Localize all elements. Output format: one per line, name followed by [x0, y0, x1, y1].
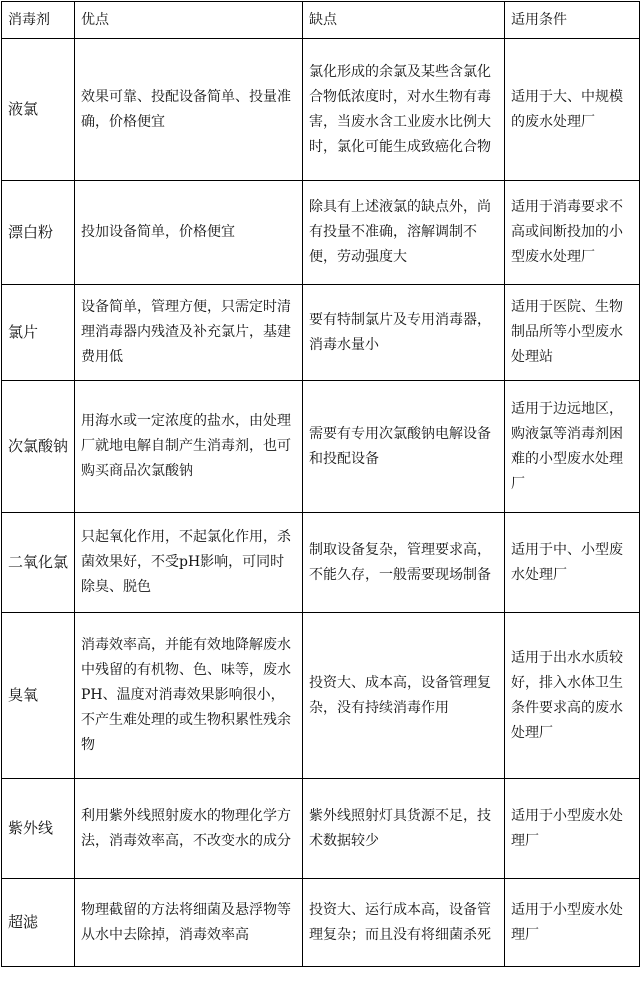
cell-disinfectant-name: 臭氧: [2, 613, 75, 779]
cell-cons: 需要有专用次氯酸钠电解设备和投配设备: [303, 381, 505, 513]
table-row: [2, 513, 640, 613]
table-row: [2, 181, 640, 285]
cell-conditions: 适用于医院、生物制品所等小型废水处理站: [505, 285, 640, 381]
cell-pros: 消毒效率高，并能有效地降解废水中残留的有机物、色、味等，废水PH、温度对消毒效果影响很小，不产生难处理的或生物积累性残余物: [75, 613, 303, 779]
cell-conditions: 适用于出水水质较好，排入水体卫生条件要求高的废水处理厂: [505, 613, 640, 779]
table-row: [2, 285, 640, 381]
cell-cons: 氯化形成的余氯及某些含氯化合物低浓度时，对水生物有毒害，当废水含工业废水比例大时，氯化可能生成致癌化合物: [303, 39, 505, 181]
cell-pros: 投加设备简单，价格便宜: [75, 181, 303, 285]
table-row: [2, 39, 640, 181]
cell-conditions: 适用于小型废水处理厂: [505, 879, 640, 967]
cell-pros: 效果可靠、投配设备简单、投量准确，价格便宜: [75, 39, 303, 181]
header-cons: 缺点: [303, 2, 505, 39]
cell-pros: 利用紫外线照射废水的物理化学方法，消毒效率高，不改变水的成分: [75, 779, 303, 879]
cell-cons: 要有特制氯片及专用消毒器，消毒水量小: [303, 285, 505, 381]
cell-pros: 用海水或一定浓度的盐水，由处理厂就地电解自制产生消毒剂，也可购买商品次氯酸钠: [75, 381, 303, 513]
table-row: [2, 613, 640, 779]
cell-cons: 紫外线照射灯具货源不足，技术数据较少: [303, 779, 505, 879]
table-header-row: [2, 2, 640, 39]
disinfectant-comparison-table: [1, 1, 640, 967]
header-disinfectant: 消毒剂: [2, 2, 75, 39]
header-conditions: 适用条件: [505, 2, 640, 39]
cell-conditions: 适用于小型废水处理厂: [505, 779, 640, 879]
cell-pros: 物理截留的方法将细菌及悬浮物等从水中去除掉，消毒效率高: [75, 879, 303, 967]
cell-disinfectant-name: 紫外线: [2, 779, 75, 879]
cell-disinfectant-name: 超滤: [2, 879, 75, 967]
cell-cons: 投资大、成本高，设备管理复杂，没有持续消毒作用: [303, 613, 505, 779]
cell-disinfectant-name: 漂白粉: [2, 181, 75, 285]
cell-disinfectant-name: 次氯酸钠: [2, 381, 75, 513]
cell-cons: 除具有上述液氯的缺点外，尚有投量不准确，溶解调制不便，劳动强度大: [303, 181, 505, 285]
cell-conditions: 适用于消毒要求不高或间断投加的小型废水处理厂: [505, 181, 640, 285]
cell-conditions: 适用于边远地区，购液氯等消毒剂困难的小型废水处理厂: [505, 381, 640, 513]
cell-disinfectant-name: 氯片: [2, 285, 75, 381]
cell-disinfectant-name: 二氧化氯: [2, 513, 75, 613]
header-pros: 优点: [75, 2, 303, 39]
cell-pros: 设备简单，管理方便，只需定时清理消毒器内残渣及补充氯片，基建费用低: [75, 285, 303, 381]
cell-pros: 只起氧化作用，不起氯化作用，杀菌效果好，不受pH影响，可同时除臭、脱色: [75, 513, 303, 613]
table-row: [2, 381, 640, 513]
cell-conditions: 适用于中、小型废水处理厂: [505, 513, 640, 613]
table-row: [2, 879, 640, 967]
table-row: [2, 779, 640, 879]
cell-cons: 投资大、运行成本高，设备管理复杂；而且没有将细菌杀死: [303, 879, 505, 967]
cell-conditions: 适用于大、中规模的废水处理厂: [505, 39, 640, 181]
cell-disinfectant-name: 液氯: [2, 39, 75, 181]
cell-cons: 制取设备复杂，管理要求高，不能久存，一般需要现场制备: [303, 513, 505, 613]
